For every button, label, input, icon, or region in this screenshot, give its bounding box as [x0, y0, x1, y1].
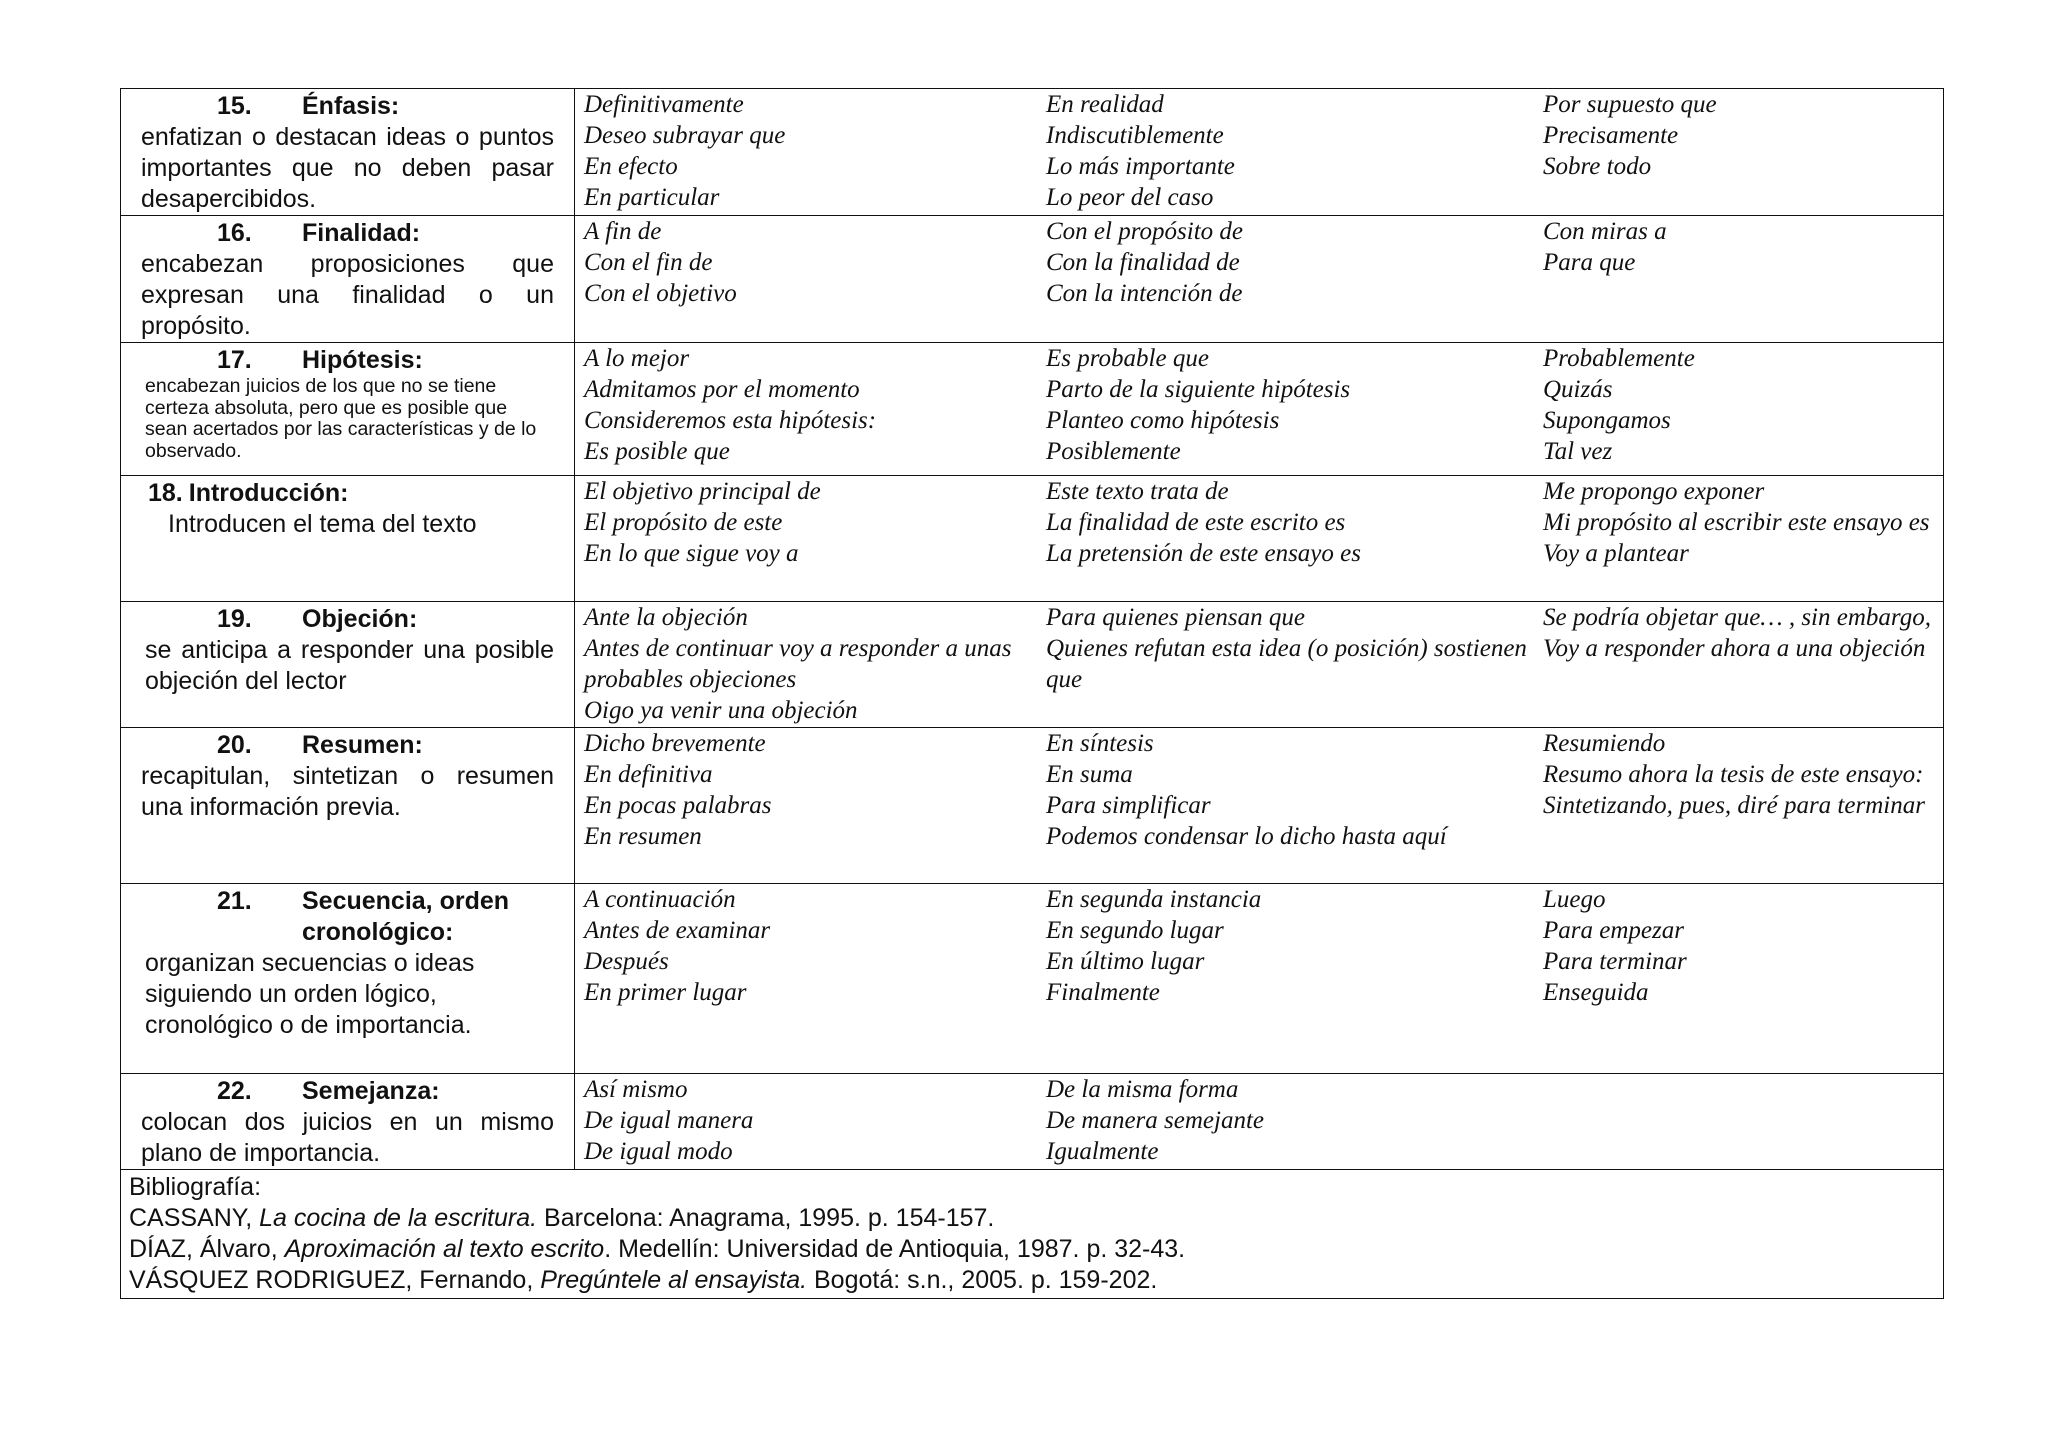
category-cell	[121, 343, 575, 476]
connector-example: Lo peor del caso	[1046, 184, 1214, 211]
connector-example: Para terminar	[1543, 948, 1687, 975]
connector-example: En lo que sigue voy a	[584, 540, 799, 567]
connector-example: Sobre todo	[1543, 153, 1652, 180]
connector-example: Luego	[1543, 886, 1606, 913]
category-title: Semejanza:	[302, 1077, 440, 1105]
examples-column-1	[575, 89, 1036, 213]
connector-example: Se podría objetar que… , sin embargo,	[1543, 604, 1931, 631]
examples-column-2	[1036, 343, 1533, 467]
connector-example: Con el fin de	[584, 249, 713, 276]
connector-example: En suma	[1046, 761, 1133, 788]
connector-example: Me propongo exponer	[1543, 478, 1765, 505]
connector-example: Después	[584, 948, 669, 975]
connector-example: Resumiendo	[1543, 730, 1666, 757]
connector-row	[121, 89, 1944, 216]
connector-example: Igualmente	[1046, 1138, 1159, 1165]
category-cell	[121, 476, 575, 602]
connector-example: Es probable que	[1046, 345, 1209, 372]
examples-column-1	[575, 343, 1036, 467]
category-heading	[141, 604, 554, 635]
connector-example: Por supuesto que	[1543, 91, 1717, 118]
connector-example: Resumo ahora la tesis de este ensayo:	[1543, 761, 1924, 788]
examples-column-3	[1533, 343, 1943, 467]
examples-column-1	[575, 602, 1036, 726]
examples-column-3	[1533, 602, 1943, 726]
examples-column-3	[1533, 884, 1943, 1008]
category-heading	[141, 91, 554, 122]
category-title: Resumen:	[302, 731, 423, 759]
connector-example: Voy a responder ahora a una objeción	[1543, 635, 1926, 662]
category-number: 18.	[148, 479, 183, 507]
category-cell	[121, 602, 575, 728]
category-number: 22.	[217, 1077, 252, 1105]
connector-row	[121, 216, 1944, 343]
category-heading	[141, 345, 554, 376]
connector-example: Posiblemente	[1046, 438, 1181, 465]
category-heading	[148, 478, 554, 509]
category-title: Objeción:	[302, 605, 418, 633]
connector-example: En síntesis	[1046, 730, 1154, 757]
connector-example: En pocas palabras	[584, 792, 772, 819]
connector-example: Mi propósito al escribir este ensayo es	[1543, 509, 1930, 536]
examples-column-3	[1533, 728, 1943, 852]
category-description: colocan dos juicios en un mismo plano de importancia.	[141, 1108, 554, 1167]
connector-example: Deseo subrayar que	[584, 122, 786, 149]
connector-example: Ante la objeción	[584, 604, 748, 631]
connector-row	[121, 728, 1944, 884]
connector-example: De igual manera	[584, 1107, 754, 1134]
examples-column-2	[1036, 216, 1533, 309]
category-cell	[121, 728, 575, 884]
category-number: 16.	[217, 219, 252, 247]
bibliography-entry: CASSANY, La cocina de la escritura. Barcelona: Anagrama, 1995. p. 154-157.	[129, 1204, 995, 1232]
connector-example: Voy a plantear	[1543, 540, 1689, 567]
examples-column-1	[575, 728, 1036, 852]
connector-example: En segundo lugar	[1046, 917, 1224, 944]
connector-example: De manera semejante	[1046, 1107, 1264, 1134]
category-number: 19.	[217, 605, 252, 633]
category-title: Énfasis:	[302, 92, 400, 120]
connector-example: Indiscutiblemente	[1046, 122, 1224, 149]
connector-example: Con miras a	[1543, 218, 1667, 245]
connector-example: Finalmente	[1046, 979, 1160, 1006]
examples-cell	[575, 476, 1944, 602]
connector-example: Planteo como hipótesis	[1046, 407, 1280, 434]
bibliography-entry: VÁSQUEZ RODRIGUEZ, Fernando, Pregúntele al ensayista. Bogotá: s.n., 2005. p. 159-202.	[129, 1266, 1158, 1294]
examples-column-1	[575, 216, 1036, 309]
examples-column-1	[575, 476, 1036, 569]
connector-example: Dicho brevemente	[584, 730, 766, 757]
connector-example: Admitamos por el momento	[584, 376, 860, 403]
connector-example: A fin de	[584, 218, 662, 245]
connector-example: Es posible que	[584, 438, 730, 465]
connector-example: Consideremos esta hipótesis:	[584, 407, 877, 434]
category-description: recapitulan, sintetizan o resumen una información previa.	[141, 762, 554, 821]
connector-example: De la misma forma	[1046, 1076, 1239, 1103]
connector-example: Oigo ya venir una objeción	[584, 697, 858, 724]
category-title: Finalidad:	[302, 219, 421, 247]
connector-example: Tal vez	[1543, 438, 1613, 465]
category-cell	[121, 884, 575, 1074]
connector-example: De igual modo	[584, 1138, 733, 1165]
connector-example: Definitivamente	[584, 91, 744, 118]
connector-example: En primer lugar	[584, 979, 747, 1006]
examples-column-3	[1533, 216, 1943, 309]
connector-example: Quienes refutan esta idea (o posición) sostienen que	[1046, 635, 1527, 693]
category-title: Introducción:	[188, 479, 349, 507]
connector-example: Con la finalidad de	[1046, 249, 1240, 276]
category-heading	[141, 730, 554, 761]
examples-cell	[575, 216, 1944, 343]
connector-example: Para que	[1543, 249, 1636, 276]
connector-example: Parto de la siguiente hipótesis	[1046, 376, 1351, 403]
category-title: Secuencia, orden cronológico:	[302, 887, 510, 946]
examples-column-2	[1036, 884, 1533, 1008]
category-cell	[121, 1074, 575, 1170]
connector-example: En efecto	[584, 153, 678, 180]
category-heading	[141, 1076, 554, 1107]
connector-example: A continuación	[584, 886, 736, 913]
examples-column-2	[1036, 476, 1533, 569]
connector-example: Con la intención de	[1046, 280, 1243, 307]
connector-example: A lo mejor	[584, 345, 690, 372]
connectors-table	[120, 88, 1944, 1299]
connector-example: Antes de continuar voy a responder a unas probables objeciones	[584, 635, 1012, 693]
examples-cell	[575, 728, 1944, 884]
connector-example: Enseguida	[1543, 979, 1649, 1006]
connector-example: Así mismo	[584, 1076, 688, 1103]
connector-example: En último lugar	[1046, 948, 1205, 975]
bibliography-row	[121, 1170, 1944, 1299]
connector-row	[121, 602, 1944, 728]
category-description: enfatizan o destacan ideas o puntos importantes que no deben pasar desapercibidos.	[141, 123, 554, 213]
examples-cell	[575, 1074, 1944, 1170]
connector-example: Para quienes piensan que	[1046, 604, 1305, 631]
examples-cell	[575, 602, 1944, 728]
connector-row	[121, 343, 1944, 476]
connector-example: La pretensión de este ensayo es	[1046, 540, 1361, 567]
category-cell	[121, 216, 575, 343]
connector-row	[121, 1074, 1944, 1170]
examples-column-1	[575, 1074, 1036, 1167]
connector-example: En segunda instancia	[1046, 886, 1262, 913]
category-description: organizan secuencias o ideas siguiendo un orden lógico, cronológico o de importancia.	[145, 949, 475, 1039]
connector-example: Sintetizando, pues, diré para terminar	[1543, 792, 1925, 819]
connector-example: Este texto trata de	[1046, 478, 1229, 505]
examples-column-2	[1036, 89, 1533, 213]
connector-row	[121, 884, 1944, 1074]
connector-example: Antes de examinar	[584, 917, 771, 944]
examples-column-1	[575, 884, 1036, 1008]
category-number: 21.	[217, 887, 252, 915]
examples-column-3	[1533, 89, 1943, 213]
category-number: 17.	[217, 346, 252, 374]
category-description: Introducen el tema del texto	[168, 510, 477, 538]
connector-example: El propósito de este	[584, 509, 783, 536]
connector-example: Precisamente	[1543, 122, 1679, 149]
examples-column-2	[1036, 1074, 1533, 1167]
category-cell	[121, 89, 575, 216]
connector-row	[121, 476, 1944, 602]
examples-cell	[575, 884, 1944, 1074]
category-title: Hipótesis:	[302, 346, 423, 374]
category-number: 20.	[217, 731, 252, 759]
category-description: se anticipa a responder una posible objeción del lector	[145, 636, 554, 695]
bibliography-heading: Bibliografía:	[129, 1173, 262, 1201]
connector-example: En resumen	[584, 823, 702, 850]
connector-example: Podemos condensar lo dicho hasta aquí	[1046, 823, 1447, 850]
connector-example: La finalidad de este escrito es	[1046, 509, 1346, 536]
category-number: 15.	[217, 92, 252, 120]
connector-example: Para simplificar	[1046, 792, 1211, 819]
category-description: encabezan proposiciones que expresan una finalidad o un propósito.	[141, 250, 554, 340]
connector-example: Con el objetivo	[584, 280, 737, 307]
examples-column-2	[1036, 602, 1533, 726]
bibliography	[121, 1170, 1943, 1298]
connector-example: Para empezar	[1543, 917, 1684, 944]
examples-column-2	[1036, 728, 1533, 852]
category-description: encabezan juicios de los que no se tiene certeza absoluta, pero que es posible que sean acertados por las características y de lo observado.	[145, 375, 537, 462]
connector-example: Quizás	[1543, 376, 1613, 403]
category-heading	[141, 218, 554, 249]
bibliography-entry: DÍAZ, Álvaro, Aproximación al texto escrito. Medellín: Universidad de Antioquia, 1987. p. 32-43.	[129, 1235, 1186, 1263]
connector-example: Supongamos	[1543, 407, 1671, 434]
connector-example: Con el propósito de	[1046, 218, 1243, 245]
connector-example: Probablemente	[1543, 345, 1695, 372]
connector-example: Lo más importante	[1046, 153, 1235, 180]
connector-example: El objetivo principal de	[584, 478, 821, 505]
examples-column-3	[1533, 1074, 1943, 1167]
examples-cell	[575, 343, 1944, 476]
category-heading	[141, 886, 554, 948]
examples-cell	[575, 89, 1944, 216]
connector-example: En realidad	[1046, 91, 1164, 118]
connector-example: En definitiva	[584, 761, 713, 788]
examples-column-3	[1533, 476, 1943, 569]
connector-example: En particular	[584, 184, 720, 211]
